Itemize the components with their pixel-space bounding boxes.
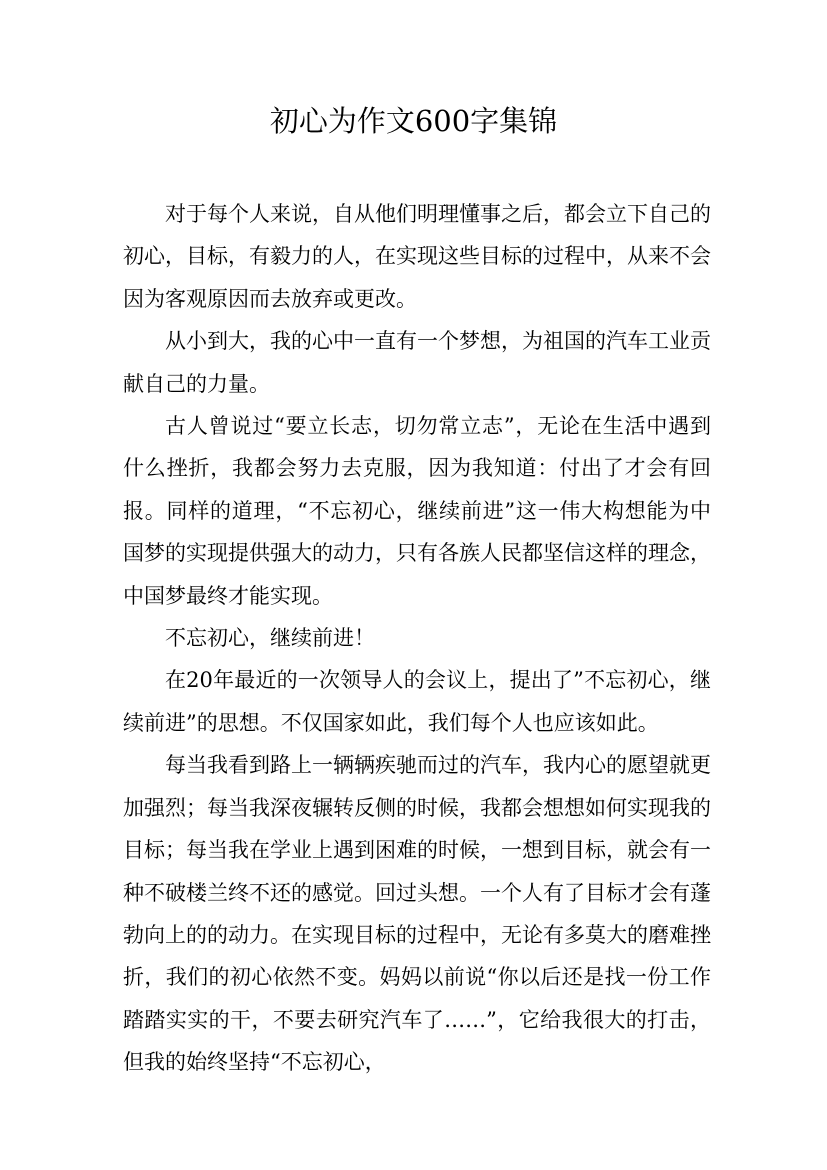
- paragraph-3: 古人曾说过“要立长志，切勿常立志”，无论在生活中遇到什么挫折，我都会努力去克服，因为我知道：付出了才会有回报。同样的道理，“不忘初心，继续前进”这一伟大构想能为中国梦的实现提供强大的动力，只有各族人民都坚信这样的理念，中国梦最终才能实现。: [123, 414, 711, 608]
- paragraph-5: 在20年最近的一次领导人的会议上，提出了”不忘初心，继续前进”的思想。不仅国家如此，我们每个人也应该如此。: [123, 668, 711, 735]
- paragraph-4: 不忘初心，继续前进！: [165, 626, 375, 651]
- paragraph-6: 每当我看到路上一辆辆疾驰而过的汽车，我内心的愿望就更加强烈；每当我深夜辗转反侧的时候，我都会想想如何实现我的目标；每当我在学业上遇到困难的时候，一想到目标，就会有一种不破楼兰终不还的感觉。回过头想。一个人有了目标才会有蓬勃向上的的动力。在实现目标的过程中，无论有多莫大的磨难挫折，我们的初心依然不变。妈妈以前说“你以后还是找一份工作踏踏实实的干，不要去研究汽车了……”，它给我很大的打击，但我的始终坚持“不忘初心，: [123, 753, 711, 1075]
- document-body: [123, 193, 711, 1084]
- document-title: 初心为作文600字集锦: [269, 104, 558, 138]
- paragraph-2: 从小到大，我的心中一直有一个梦想，为祖国的汽车工业贡献自己的力量。: [123, 329, 711, 396]
- paragraph-1: 对于每个人来说，自从他们明理懂事之后，都会立下自己的初心，目标，有毅力的人，在实现这些目标的过程中，从来不会因为客观原因而去放弃或更改。: [123, 202, 711, 311]
